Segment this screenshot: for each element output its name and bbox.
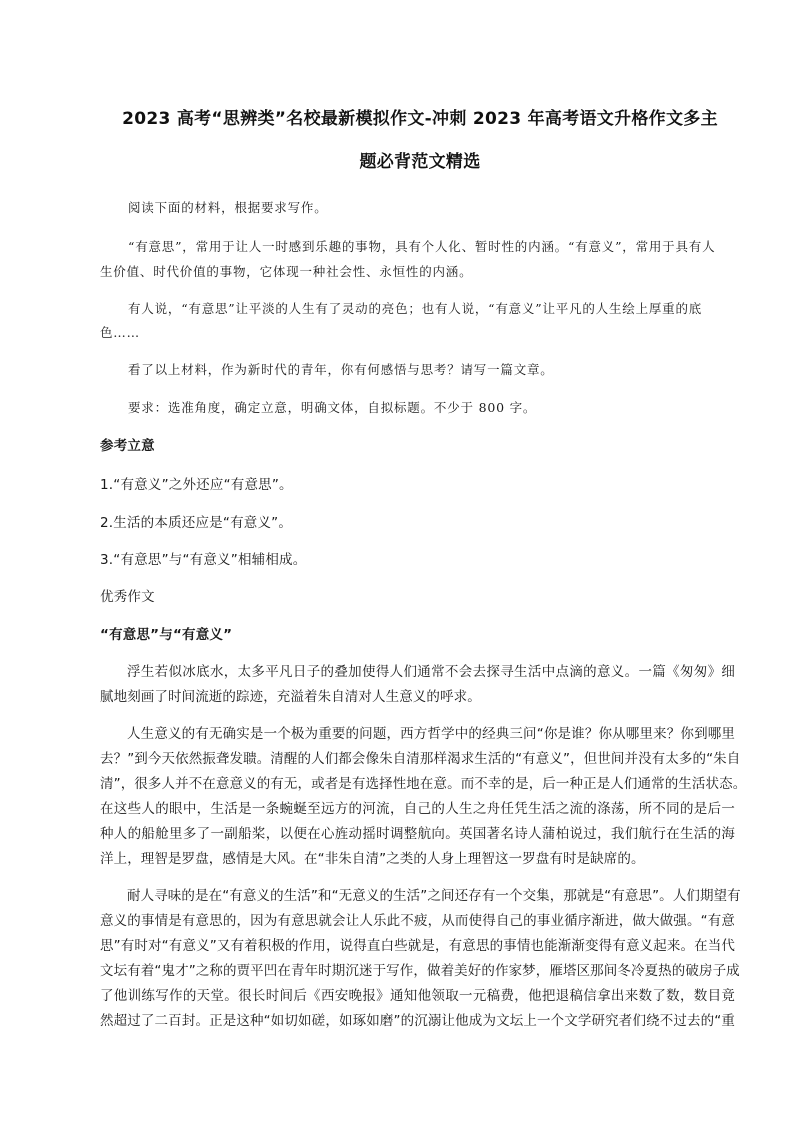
material-paragraph-1-line-1: “有意思”，常用于让人一时感到乐趣的事物，具有个人化、暂时性的内涵。“有意义”，常用于具有人 [128, 239, 716, 254]
essay-paragraph-2-line-6: 洋上，理智是罗盘，感情是大风。在“非朱自清”之类的人身上理智这一罗盘有时是缺席的。 [100, 851, 645, 867]
reference-point-1: 1.“有意义”之外还应“有意思”。 [100, 477, 293, 493]
material-paragraph-2-line-1: 有人说，“有意思”让平淡的人生有了灵动的亮色；也有人说，“有意义”让平凡的人生绘上厚重的底 [128, 301, 703, 316]
essay-title: “有意思”与“有意义” [100, 627, 233, 643]
essay-paragraph-1-line-1: 浮生若似冰底水，太多平凡日子的叠加使得人们通常不会去探寻生活中点滴的意义。一篇《匆匆》细 [127, 664, 735, 680]
essay-paragraph-3-line-5: 了他训练写作的天堂。很长时间后《西安晚报》通知他领取一元稿费，他把退稿信拿出来数了数，数目竟 [100, 988, 735, 1004]
essay-paragraph-1-line-2: 腻地刻画了时间流逝的踪迹，充溢着朱自清对人生意义的呼求。 [100, 689, 481, 705]
essay-paragraph-2-line-4: 在这些人的眼中，生活是一条蜿蜒至远方的河流，自己的人生之舟任凭生活之流的涤荡，所不同的是后一 [100, 801, 735, 817]
material-requirements: 要求：选准角度，确定立意，明确文体，自拟标题。不少于 800 字。 [128, 400, 537, 415]
essay-label: 优秀作文 [100, 589, 155, 605]
document-title-line-2: 题必背范文精选 [359, 152, 481, 172]
document-title-line-1: 2023 高考“思辨类”名校最新模拟作文-冲刺 2023 年高考语文升格作文多主 [122, 109, 718, 129]
essay-paragraph-2-line-5: 种人的船舱里多了一副船桨，以便在心旌动摇时调整航向。英国著名诗人蒲柏说过，我们航行在生活的海 [100, 826, 735, 842]
essay-paragraph-2-line-1: 人生意义的有无确实是一个极为重要的问题，西方哲学中的经典三问“你是谁？你从哪里来？你到哪里 [127, 726, 735, 742]
essay-paragraph-2-line-3: 清”，很多人并不在意意义的有无，或者是有选择性地在意。而不幸的是，后一种正是人们通常的生活状态。 [100, 776, 747, 792]
material-paragraph-2-line-2: 色…… [100, 325, 140, 340]
material-paragraph-1-line-2: 生价值、时代价值的事物，它体现一种社会性、永恒性的内涵。 [100, 264, 473, 279]
essay-paragraph-3-line-2: 意义的事情是有意思的，因为有意思就会让人乐此不疲，从而使得自己的事业循序渐进，做大做强。“有意 [100, 913, 735, 929]
reference-heading: 参考立意 [100, 438, 155, 454]
essay-paragraph-3-line-3: 思”有时对“有意义”又有着积极的作用，说得直白些就是，有意思的事情也能渐渐变得有意义起来。在当代 [100, 938, 735, 954]
essay-paragraph-3-line-1: 耐人寻味的是在“有意义的生活”和“无意义的生活”之间还存有一个交集，那就是“有意思”。人们期望有 [127, 888, 741, 904]
essay-paragraph-2-line-2: 去？”到今天依然振聋发聩。清醒的人们都会像朱自清那样渴求生活的“有意义”，但世间并没有太多的“朱自 [100, 751, 741, 767]
reference-point-3: 3.“有意思”与“有意义”相辅相成。 [100, 552, 307, 568]
reference-point-2: 2.生活的本质还应是“有意义”。 [100, 515, 293, 531]
material-prompt: 看了以上材料，作为新时代的青年，你有何感悟与思考？请写一篇文章。 [128, 362, 554, 377]
essay-paragraph-3-line-4: 文坛有着“鬼才”之称的贾平凹在青年时期沉迷于写作，做着美好的作家梦，雁塔区那间冬冷夏热的破房子成 [100, 963, 740, 979]
material-instruction: 阅读下面的材料，根据要求写作。 [128, 200, 328, 215]
essay-paragraph-3-line-6: 然超过了二百封。正是这种“如切如磋，如琢如磨”的沉溺让他成为文坛上一个文学研究者们绕不过去的“重 [100, 1013, 735, 1029]
